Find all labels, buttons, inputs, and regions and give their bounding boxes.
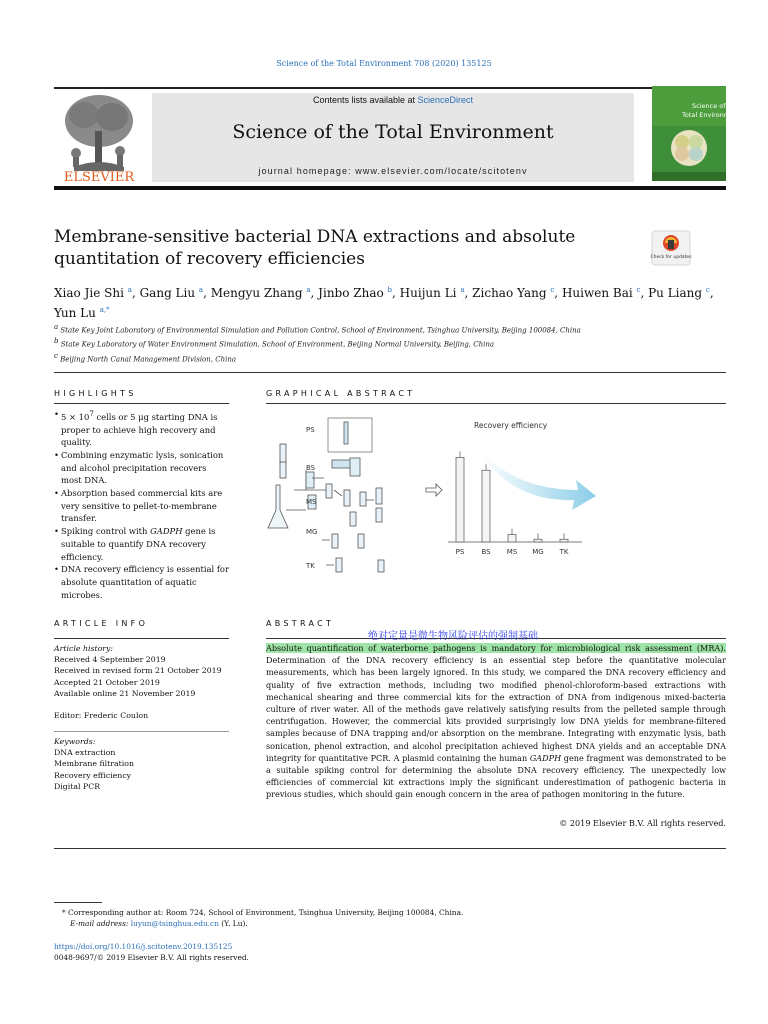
highlights-list (54, 408, 229, 601)
header-bottom-rule (54, 186, 726, 190)
author-name[interactable]: Mengyu Zhang (210, 286, 303, 300)
elsevier-logo (54, 87, 144, 183)
affiliation-text: Beijing North Canal Management Division, China (60, 354, 237, 363)
author-separator: , (310, 286, 319, 300)
recovery-bar (534, 539, 542, 542)
author-name[interactable]: Jinbo Zhao (318, 286, 384, 300)
highlights-rule (54, 403, 229, 404)
author-affiliation-mark[interactable]: c (705, 286, 710, 294)
author-separator: , (203, 286, 211, 300)
sciencedirect-link[interactable]: ScienceDirect (417, 95, 474, 105)
header-top-rule (54, 87, 726, 89)
ga-left-label: PS (306, 426, 315, 434)
journal-homepage[interactable]: journal homepage: www.elsevier.com/locate/scitotenv (258, 166, 528, 176)
journal-citation-link[interactable]: Science of the Total Environment 708 (2020) 135125 (276, 59, 492, 68)
affiliation-text: State Key Joint Laboratory of Environmental Simulation and Pollution Control, School of Environment, Tsinghua University, Beijing 100084, China (60, 326, 581, 335)
highlight-exponent: 7 (89, 410, 94, 418)
corresponding-text: Corresponding author at: Room 724, School of Environment, Tsinghua University, Beijing 100084, China. (65, 908, 464, 917)
author-separator: , (392, 286, 400, 300)
editor-line: Editor: Frederic Coulon (54, 711, 149, 720)
affiliation-list (54, 322, 726, 365)
keywords-label: Keywords: (54, 737, 96, 746)
check-for-updates-label: Check for updates (650, 255, 692, 260)
recovery-bar (456, 457, 464, 542)
highlight-text: gene is suitable to quantify DNA recovery efficiency. (61, 526, 216, 562)
article-history (54, 643, 229, 699)
journal-cover-image (652, 86, 741, 181)
keyword-item: Membrane filtration (54, 759, 135, 769)
affiliation-mark: c (54, 351, 58, 360)
keywords-block (54, 736, 229, 792)
highlight-item (54, 408, 229, 449)
author-affiliation-mark[interactable]: a,* (99, 306, 110, 314)
history-item: Available online 21 November 2019 (54, 688, 196, 698)
author-separator: , (640, 286, 649, 300)
ga-left-label: MG (306, 528, 318, 536)
author-name[interactable]: Gang Liu (139, 286, 196, 300)
highlight-text: Spiking control with (61, 526, 151, 537)
author-affiliation-mark[interactable]: a (460, 286, 465, 294)
keyword-item: Digital PCR (54, 781, 101, 791)
highlight-item: • Absorption based commercial kits are very sensitive to pellet-to-membrane transfer. (54, 487, 229, 525)
recovery-bar-chart (448, 451, 582, 556)
author-affiliation-mark[interactable]: a (198, 286, 204, 294)
highlight-item: • DNA recovery efficiency is essential for absolute quantitation of aquatic microbes. (54, 563, 229, 601)
author-affiliation-mark[interactable]: c (636, 286, 641, 294)
author-name[interactable]: Pu Liang (648, 286, 703, 300)
author-name[interactable]: Huiwen Bai (561, 286, 633, 300)
cover-title-2: Total Environment (682, 111, 741, 119)
keyword-item: Recovery efficiency (54, 770, 132, 780)
email-suffix: (Y. Lu). (218, 919, 248, 929)
highlight-text: cells or 5 μg starting DNA is proper to achieve high recovery and quality. (61, 411, 218, 448)
journal-title: Science of the Total Environment (232, 121, 554, 143)
affiliation-mark: b (54, 337, 59, 346)
email-link[interactable]: luyun@tsinghua.edu.cn (130, 919, 219, 929)
author-separator: , (464, 286, 473, 300)
affiliation-item (54, 351, 726, 365)
section-divider (54, 848, 726, 849)
author-list (54, 282, 726, 322)
article-title-line: Membrane-sensitive bacterial DNA extractions and absolute (54, 227, 576, 247)
corresponding-line (62, 907, 726, 918)
x-tick-label: MG (532, 548, 544, 556)
author-name[interactable]: Xiao Jie Shi (54, 286, 124, 300)
abstract-text: Determination of the DNA recovery efficiency is an essential step before the quantitative molecular measurements, which has been largely ignored. In this study, we compared the DNA recovery efficiency and quality of five extraction methods, including two modified phenol-chloroform-based extractions with mechanical shearing and three commercial kits for the extraction of DNA from indigenous mixed-bacteria culture of river water. All of the methods gave relatively satisfying results from the pelleted sample through centrifugation. However, the commercial kits provided surprisingly low DNA yields for membrane-filtered samples because of DNA trapping and/or absorption on the membrane. Integrating with enzymatic lysis, bath sonication, phenol extraction, and alcohol precipitation achieved highest DNA yields and an acceptable DNA integrity for quantitative PCR. A plasmid containing the human (266, 655, 726, 763)
email-label: E-mail address: (70, 919, 131, 929)
affiliation-mark: a (54, 323, 59, 331)
abstract-body (266, 642, 726, 801)
affiliation-item (54, 322, 726, 336)
section-divider (54, 372, 726, 373)
extraction-schematic (268, 418, 442, 572)
x-tick-label: TK (559, 548, 569, 556)
doi-link[interactable]: https://doi.org/10.1016/j.scitotenv.2019.135125 (54, 942, 233, 951)
author-affiliation-mark[interactable]: c (550, 286, 555, 294)
recovery-trend-arrow (480, 450, 596, 510)
author-name[interactable]: Huijun Li (399, 286, 457, 300)
abstract-copyright: © 2019 Elsevier B.V. All rights reserved. (559, 818, 726, 828)
author-affiliation-mark[interactable]: b (387, 286, 393, 294)
publisher-name: ELSEVIER (63, 170, 135, 185)
author-separator: , (554, 286, 562, 300)
contents-prefix: Contents lists available at (312, 95, 418, 105)
contents-line (152, 95, 634, 105)
keyword-item: DNA extraction (54, 748, 116, 758)
issn-copyright: 0048-9697/© 2019 Elsevier B.V. All rights reserved. (54, 953, 249, 962)
x-tick-label: PS (455, 548, 465, 556)
author-separator: , (709, 286, 714, 300)
graphical-abstract-heading: GRAPHICAL ABSTRACT (266, 389, 416, 398)
highlighted-sentence[interactable]: Absolute quantification of waterborne pathogens is mandatory for microbiological risk assessment (MRA). (266, 643, 726, 653)
cover-title-1: Science of the (692, 102, 739, 110)
gene-name: GADPH (150, 526, 183, 537)
article-title (54, 226, 614, 270)
check-for-updates-icon[interactable] (651, 230, 691, 266)
graphical-abstract-figure (266, 410, 606, 590)
gene-name: GADPH (529, 752, 562, 763)
author-affiliation-mark[interactable]: a (306, 286, 311, 294)
highlight-item (54, 525, 229, 563)
affiliation-text: State Key Laboratory of Water Environment Simulation, School of Environment, Beijing Normal University, Beijing, China (60, 340, 495, 349)
recovery-bar (508, 535, 516, 542)
graphical-abstract-rule (266, 403, 726, 404)
translation-annotation: 绝对定量是微生物风险评估的强制基础 (368, 631, 538, 642)
keywords-rule (54, 731, 229, 732)
ga-left-label: MS (306, 498, 317, 506)
article-info-rule (54, 638, 229, 639)
recovery-plot-title: Recovery efficiency (474, 421, 548, 430)
history-item: Accepted 21 October 2019 (54, 677, 160, 687)
highlight-item: • Combining enzymatic lysis, sonication and alcohol precipitation recovers most DNA. (54, 449, 229, 487)
corresponding-author-footnote (62, 907, 726, 930)
affiliation-item (54, 336, 726, 350)
highlights-heading: HIGHLIGHTS (54, 389, 137, 398)
x-tick-label: MS (506, 548, 518, 556)
author-name[interactable]: Yun Lu (54, 306, 96, 320)
history-item: Received in revised form 21 October 2019 (54, 666, 222, 676)
author-name[interactable]: Zichao Yang (472, 286, 547, 300)
ga-left-label: TK (306, 562, 315, 570)
email-line (62, 918, 726, 929)
footnote-star: * (62, 908, 66, 917)
article-title-line: quantitation of recovery efficiencies (54, 249, 365, 269)
history-item: Received 4 September 2019 (54, 655, 166, 665)
x-tick-label: BS (481, 548, 491, 556)
history-label: Article history: (54, 644, 114, 653)
recovery-bar (560, 539, 568, 542)
author-affiliation-mark[interactable]: a (127, 286, 132, 294)
footnote-rule (54, 902, 102, 903)
ga-left-label: BS (306, 464, 316, 472)
abstract-text: gene fragment was demonstrated to be a suitable spiking control for determining the absolute DNA recovery efficiency. The unexpectedly low efficiencies of commercial kit extractions imply the significant underestimation of pathogenic bacteria in previous studies, which should gain enough concern in the area of pathogen monitoring in the future. (266, 752, 726, 800)
recovery-bar (482, 470, 490, 542)
abstract-heading: ABSTRACT (266, 619, 335, 628)
article-info-heading: ARTICLE INFO (54, 619, 149, 628)
author-separator: , (131, 286, 140, 300)
highlight-text: 5 × 10 (61, 411, 90, 422)
